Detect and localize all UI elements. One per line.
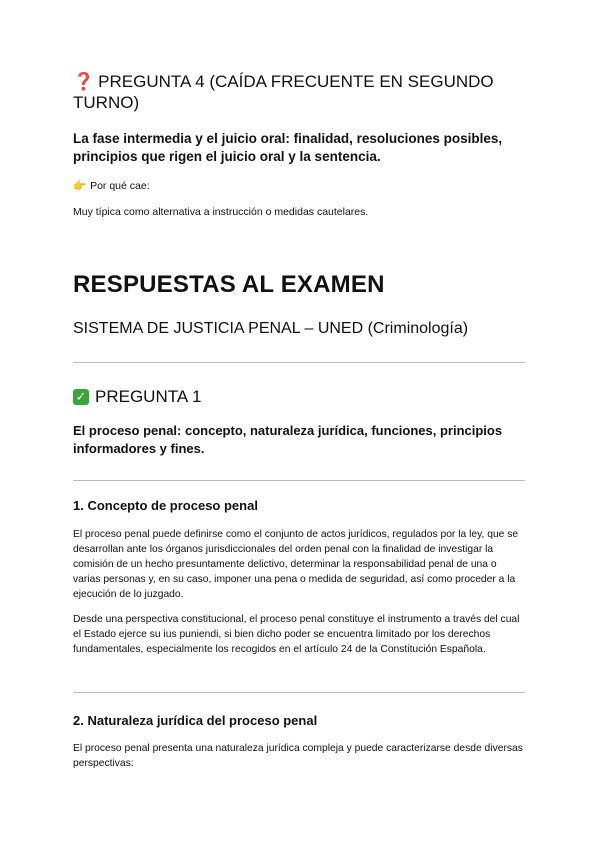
why-text: Muy típica como alternativa a instrucción o medidas cautelares. (73, 206, 369, 218)
check-mark-icon: ✓ (73, 389, 89, 405)
section-2-heading: 2. Naturaleza jurídica del proceso penal (73, 713, 318, 728)
section-1-heading: 1. Concepto de proceso penal (73, 498, 258, 513)
pointing-hand-icon: 👉 (73, 180, 87, 192)
divider (73, 692, 525, 693)
divider (73, 480, 525, 481)
question-mark-icon: ❓ (73, 72, 95, 91)
question-4-topic: La fase intermedia y el juicio oral: finalidad, resoluciones posibles, principios que rigen el juicio oral y la sentencia. (73, 131, 503, 164)
question-4-heading: ❓ PREGUNTA 4 (CAÍDA FRECUENTE EN SEGUNDO TURNO) (73, 72, 494, 112)
question-1-heading: ✓ PREGUNTA 1 (73, 386, 201, 408)
main-title: RESPUESTAS AL EXAMEN (73, 271, 385, 298)
section-1-paragraph-1: El proceso penal puede definirse como el conjunto de actos jurídicos, regulados por la ley, que se desarrollan ante los órganos jurisdiccionales del orden penal con la finalidad de investigar la comisión de un hecho presuntamente delictivo, determinar la responsabilidad penal de una o varias personas y, en su caso, imponer una pena o medida de seguridad, así como proceder a la ejecución de lo juzgado. (73, 529, 519, 600)
main-subtitle: SISTEMA DE JUSTICIA PENAL – UNED (Criminología) (73, 320, 469, 337)
question-1-topic: El proceso penal: concepto, naturaleza jurídica, funciones, principios informadores y fines. (73, 423, 503, 456)
section-1-paragraph-2: Desde una perspectiva constitucional, el proceso penal constituye el instrumento a través del cual el Estado ejerce su ius puniendi, si bien dicho poder se encuentra limitado por los derechos fundamentales, especialmente los recogidos en el artículo 24 de la Constitución Española. (73, 614, 520, 655)
divider (73, 362, 525, 363)
section-2-paragraph-1: El proceso penal presenta una naturaleza jurídica compleja y puede caracterizarse desde diversas perspectivas: (73, 743, 523, 769)
why-label: 👉 Por qué cae: (73, 180, 150, 192)
